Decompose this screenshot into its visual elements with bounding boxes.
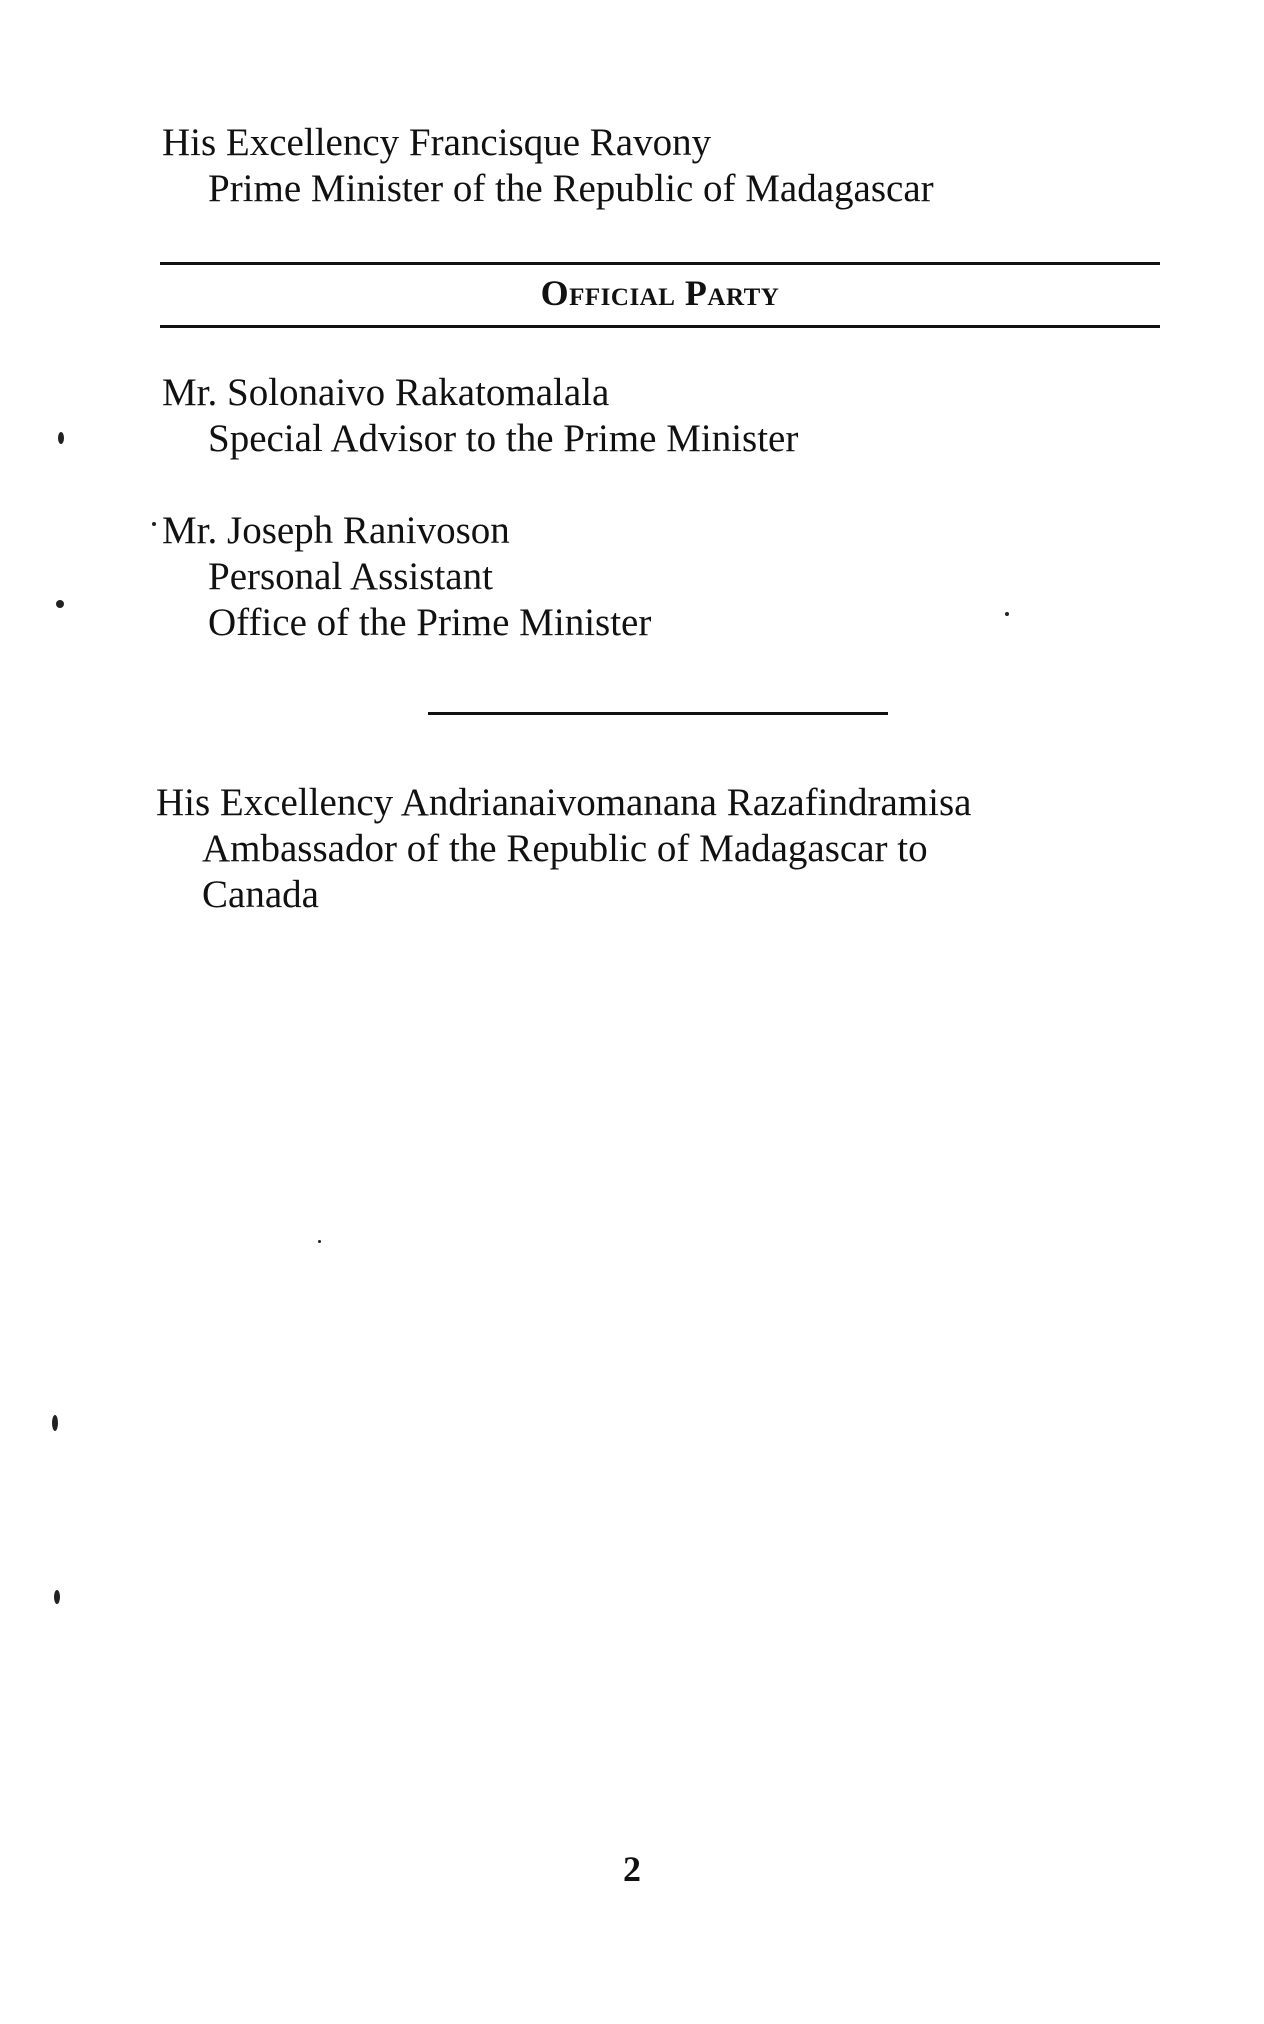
- ambassador-title: Ambassador of the Republic of Madagascar to: [202, 827, 928, 870]
- ambassador: [156, 780, 1156, 918]
- guest-title: Prime Minister of the Republic of Madagascar: [208, 167, 934, 210]
- scan-speck: [152, 522, 156, 526]
- party-member-name: Mr. Joseph Ranivoson: [162, 509, 510, 552]
- section-heading: Official Party: [540, 273, 780, 313]
- scan-speck: [318, 1240, 321, 1243]
- ambassador-title: Canada: [202, 873, 319, 916]
- party-member-title: Special Advisor to the Prime Minister: [208, 417, 799, 460]
- party-member-title: Office of the Prime Minister: [208, 601, 652, 644]
- scan-speck: [1005, 612, 1009, 616]
- scan-speck: [56, 600, 64, 608]
- separator-rule: [428, 712, 888, 715]
- heading-bottom-rule: [160, 325, 1160, 328]
- ambassador-name: His Excellency Andrianaivomanana Razafindramisa: [156, 781, 972, 824]
- guest-of-honour: [162, 120, 1162, 212]
- party-member-title: Personal Assistant: [208, 555, 493, 598]
- scan-speck: [58, 432, 64, 444]
- party-member: [162, 508, 1162, 646]
- party-member: [162, 370, 1162, 462]
- scan-speck: [54, 1590, 60, 1604]
- party-member-name: Mr. Solonaivo Rakatomalala: [162, 371, 610, 414]
- scan-speck: [52, 1415, 58, 1431]
- heading-top-rule: [160, 262, 1160, 265]
- page-number: 2: [623, 1849, 641, 1889]
- guest-name: His Excellency Francisque Ravony: [162, 121, 712, 164]
